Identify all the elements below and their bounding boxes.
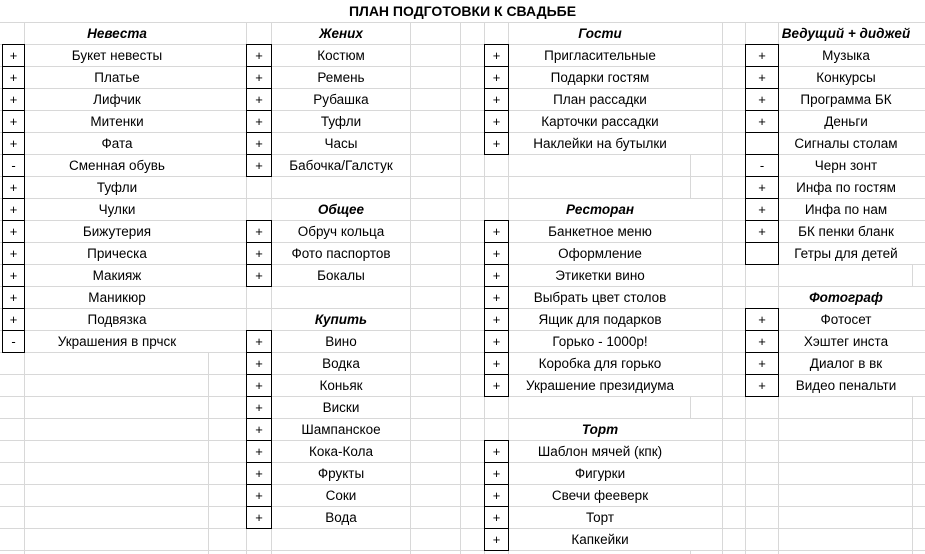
task-cell[interactable]: Фото паспортов bbox=[272, 243, 410, 264]
task-cell[interactable]: Платье bbox=[25, 67, 209, 88]
task-cell[interactable]: Музыка bbox=[779, 45, 913, 66]
status-cell[interactable]: + bbox=[484, 374, 509, 397]
task-cell[interactable]: Соки bbox=[272, 485, 410, 506]
status-cell[interactable]: + bbox=[745, 352, 779, 375]
status-cell[interactable]: + bbox=[745, 176, 779, 199]
section-header-groom[interactable]: Жених bbox=[272, 23, 410, 44]
task-cell[interactable]: Букет невесты bbox=[25, 45, 209, 66]
status-cell[interactable]: + bbox=[484, 220, 509, 243]
section-header-general[interactable]: Общее bbox=[272, 199, 410, 220]
status-cell[interactable]: + bbox=[246, 352, 272, 375]
status-cell[interactable]: + bbox=[246, 506, 272, 529]
status-cell[interactable]: + bbox=[745, 308, 779, 331]
status-cell[interactable]: + bbox=[745, 88, 779, 111]
task-cell[interactable]: Свечи фееверк bbox=[509, 485, 691, 506]
task-cell[interactable]: Банкетное меню bbox=[509, 221, 691, 242]
section-header-buy[interactable]: Купить bbox=[272, 309, 410, 330]
task-cell[interactable]: Фата bbox=[25, 133, 209, 154]
task-cell[interactable]: Кока-Кола bbox=[272, 441, 410, 462]
task-cell[interactable]: Фотосет bbox=[779, 309, 913, 330]
task-cell[interactable]: Макияж bbox=[25, 265, 209, 286]
status-cell[interactable]: + bbox=[745, 330, 779, 353]
task-cell[interactable]: Капкейки bbox=[509, 529, 691, 550]
status-cell[interactable]: + bbox=[484, 528, 509, 551]
task-cell[interactable]: Коньяк bbox=[272, 375, 410, 396]
task-cell[interactable]: Деньги bbox=[779, 111, 913, 132]
status-cell[interactable]: + bbox=[484, 286, 509, 309]
status-cell[interactable]: + bbox=[2, 264, 25, 287]
task-cell[interactable]: Туфли bbox=[25, 177, 209, 198]
task-cell[interactable]: Митенки bbox=[25, 111, 209, 132]
status-cell[interactable]: + bbox=[484, 132, 509, 155]
task-cell[interactable]: Маникюр bbox=[25, 287, 209, 308]
task-cell[interactable]: Горько - 1000р! bbox=[509, 331, 691, 352]
task-cell[interactable]: Сменная обувь bbox=[25, 155, 209, 176]
task-cell[interactable]: Подарки гостям bbox=[509, 67, 691, 88]
status-cell[interactable]: - bbox=[2, 330, 25, 353]
status-cell[interactable]: + bbox=[246, 418, 272, 441]
task-cell[interactable]: Костюм bbox=[272, 45, 410, 66]
status-cell[interactable]: + bbox=[246, 396, 272, 419]
sheet-title[interactable]: ПЛАН ПОДГОТОВКИ К СВАДЬБЕ bbox=[0, 0, 925, 22]
task-cell[interactable]: Шаблон мячей (кпк) bbox=[509, 441, 691, 462]
status-cell[interactable]: + bbox=[2, 66, 25, 89]
status-cell[interactable]: + bbox=[484, 440, 509, 463]
task-cell[interactable]: Карточки рассадки bbox=[509, 111, 691, 132]
status-cell[interactable]: - bbox=[745, 154, 779, 177]
task-cell[interactable]: Лифчик bbox=[25, 89, 209, 110]
task-cell[interactable]: Программа БК bbox=[779, 89, 913, 110]
task-cell[interactable]: Рубашка bbox=[272, 89, 410, 110]
section-header-cake[interactable]: Торт bbox=[509, 419, 691, 440]
status-cell[interactable]: + bbox=[2, 88, 25, 111]
status-cell[interactable]: + bbox=[484, 88, 509, 111]
status-cell[interactable]: + bbox=[246, 88, 272, 111]
status-cell[interactable]: + bbox=[246, 66, 272, 89]
status-cell[interactable]: + bbox=[745, 44, 779, 67]
task-cell[interactable]: Видео пенальти bbox=[779, 375, 913, 396]
status-cell[interactable]: + bbox=[246, 110, 272, 133]
status-cell[interactable]: + bbox=[484, 264, 509, 287]
task-cell[interactable]: Коробка для горько bbox=[509, 353, 691, 374]
status-cell[interactable]: + bbox=[2, 286, 25, 309]
status-cell[interactable]: + bbox=[745, 374, 779, 397]
task-cell[interactable]: Фрукты bbox=[272, 463, 410, 484]
status-cell[interactable]: + bbox=[246, 462, 272, 485]
task-cell[interactable]: Обруч кольца bbox=[272, 221, 410, 242]
task-cell[interactable]: Диалог в вк bbox=[779, 353, 913, 374]
task-cell[interactable]: Вода bbox=[272, 507, 410, 528]
status-cell[interactable]: + bbox=[745, 110, 779, 133]
status-cell[interactable]: + bbox=[484, 110, 509, 133]
task-cell[interactable]: Бокалы bbox=[272, 265, 410, 286]
status-cell[interactable]: + bbox=[246, 44, 272, 67]
status-cell[interactable]: + bbox=[2, 44, 25, 67]
task-cell[interactable]: Виски bbox=[272, 397, 410, 418]
status-cell[interactable]: + bbox=[246, 484, 272, 507]
task-cell[interactable]: Подвязка bbox=[25, 309, 209, 330]
status-cell[interactable]: + bbox=[2, 132, 25, 155]
task-cell[interactable]: Выбрать цвет столов bbox=[509, 287, 691, 308]
status-cell[interactable] bbox=[745, 132, 779, 155]
status-cell[interactable] bbox=[745, 242, 779, 265]
section-header-photo[interactable]: Фотограф bbox=[779, 287, 913, 308]
status-cell[interactable]: + bbox=[484, 462, 509, 485]
status-cell[interactable]: + bbox=[246, 264, 272, 287]
task-cell[interactable]: Фигурки bbox=[509, 463, 691, 484]
status-cell[interactable]: + bbox=[2, 242, 25, 265]
task-cell[interactable]: Прическа bbox=[25, 243, 209, 264]
status-cell[interactable]: - bbox=[2, 154, 25, 177]
task-cell[interactable]: Черн зонт bbox=[779, 155, 913, 176]
task-cell[interactable]: Пригласительные bbox=[509, 45, 691, 66]
status-cell[interactable]: + bbox=[745, 198, 779, 221]
status-cell[interactable]: + bbox=[246, 242, 272, 265]
status-cell[interactable]: + bbox=[2, 110, 25, 133]
status-cell[interactable]: + bbox=[2, 198, 25, 221]
task-cell[interactable]: Ремень bbox=[272, 67, 410, 88]
task-cell[interactable]: Оформление bbox=[509, 243, 691, 264]
task-cell[interactable]: Ящик для подарков bbox=[509, 309, 691, 330]
task-cell[interactable]: Украшение президиума bbox=[509, 375, 691, 396]
task-cell[interactable]: Бижутерия bbox=[25, 221, 209, 242]
task-cell[interactable]: Этикетки вино bbox=[509, 265, 691, 286]
status-cell[interactable]: + bbox=[246, 220, 272, 243]
task-cell[interactable]: Инфа по нам bbox=[779, 199, 913, 220]
task-cell[interactable]: Украшения в прчск bbox=[25, 331, 209, 352]
task-cell[interactable]: План рассадки bbox=[509, 89, 691, 110]
task-cell[interactable]: Наклейки на бутылки bbox=[509, 133, 691, 154]
task-cell[interactable]: Шампанское bbox=[272, 419, 410, 440]
status-cell[interactable]: + bbox=[484, 484, 509, 507]
task-cell[interactable]: Чулки bbox=[25, 199, 209, 220]
task-cell[interactable]: БК пенки бланк bbox=[779, 221, 913, 242]
status-cell[interactable]: + bbox=[484, 506, 509, 529]
status-cell[interactable]: + bbox=[484, 66, 509, 89]
status-cell[interactable]: + bbox=[484, 330, 509, 353]
task-cell[interactable]: Туфли bbox=[272, 111, 410, 132]
section-header-guests[interactable]: Гости bbox=[509, 23, 691, 44]
status-cell[interactable]: + bbox=[2, 220, 25, 243]
section-header-restaurant[interactable]: Ресторан bbox=[509, 199, 691, 220]
status-cell[interactable]: + bbox=[745, 66, 779, 89]
section-header-bride[interactable]: Невеста bbox=[25, 23, 209, 44]
task-cell[interactable]: Вино bbox=[272, 331, 410, 352]
status-cell[interactable]: + bbox=[484, 352, 509, 375]
status-cell[interactable]: + bbox=[484, 44, 509, 67]
task-cell[interactable]: Бабочка/Галстук bbox=[272, 155, 410, 176]
status-cell[interactable]: + bbox=[246, 154, 272, 177]
status-cell[interactable]: + bbox=[745, 220, 779, 243]
status-cell[interactable]: + bbox=[246, 132, 272, 155]
task-cell[interactable]: Торт bbox=[509, 507, 691, 528]
task-cell[interactable]: Конкурсы bbox=[779, 67, 913, 88]
status-cell[interactable]: + bbox=[2, 176, 25, 199]
status-cell[interactable]: + bbox=[2, 308, 25, 331]
status-cell[interactable]: + bbox=[246, 440, 272, 463]
task-cell[interactable]: Хэштег инста bbox=[779, 331, 913, 352]
status-cell[interactable]: + bbox=[484, 308, 509, 331]
task-cell[interactable]: Водка bbox=[272, 353, 410, 374]
task-cell[interactable]: Часы bbox=[272, 133, 410, 154]
task-cell[interactable]: Инфа по гостям bbox=[779, 177, 913, 198]
status-cell[interactable]: + bbox=[246, 374, 272, 397]
status-cell[interactable]: + bbox=[484, 242, 509, 265]
task-cell[interactable]: Сигналы столам bbox=[779, 133, 913, 154]
section-header-host[interactable]: Ведущий + диджей bbox=[779, 23, 913, 44]
status-cell[interactable]: + bbox=[246, 330, 272, 353]
task-cell[interactable]: Гетры для детей bbox=[779, 243, 913, 264]
